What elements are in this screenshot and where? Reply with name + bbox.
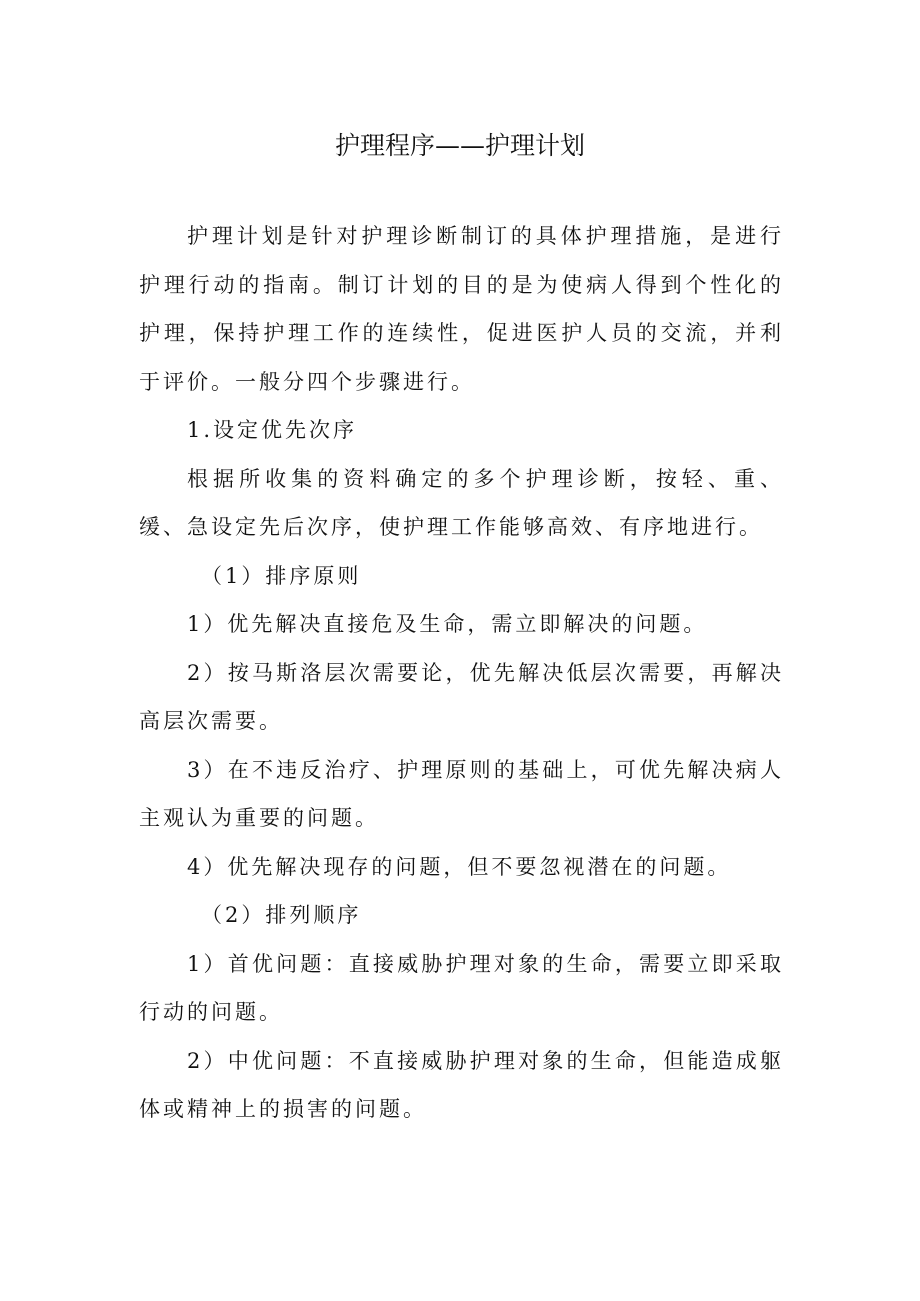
principle-item-3: 3）在不违反治疗、护理原则的基础上，可优先解决病人主观认为重要的问题。 bbox=[139, 757, 784, 830]
document-body bbox=[139, 212, 784, 1134]
principle-item-1: 1）优先解决直接危及生命，需立即解决的问题。 bbox=[187, 612, 708, 636]
document-title: 护理程序——护理计划 bbox=[334, 131, 585, 160]
order-item-2: 2）中优问题：不直接威胁护理对象的生命，但能造成躯体或精神上的损害的问题。 bbox=[139, 1048, 784, 1121]
principle-item-2: 2）按马斯洛层次需要论，优先解决低层次需要，再解决高层次需要。 bbox=[139, 660, 784, 733]
priority-description: 根据所收集的资料确定的多个护理诊断，按轻、重、缓、急设定先后次序，使护理工作能够高效、有序地进行。 bbox=[139, 466, 784, 539]
subsection-heading-principles: （1）排序原则 bbox=[201, 563, 362, 588]
intro-paragraph: 护理计划是针对护理诊断制订的具体护理措施，是进行护理行动的指南。制订计划的目的是为使病人得到个性化的护理，保持护理工作的连续性，促进医护人员的交流，并利于评价。一般分四个步骤进行。 bbox=[139, 224, 784, 394]
principle-item-4: 4）优先解决现存的问题，但不要忽视潜在的问题。 bbox=[187, 854, 732, 879]
order-item-1: 1）首优问题：直接威胁护理对象的生命，需要立即采取行动的问题。 bbox=[139, 951, 784, 1024]
section-heading-priority: 1.设定优先次序 bbox=[187, 418, 358, 442]
subsection-heading-order: （2）排列顺序 bbox=[201, 903, 362, 927]
